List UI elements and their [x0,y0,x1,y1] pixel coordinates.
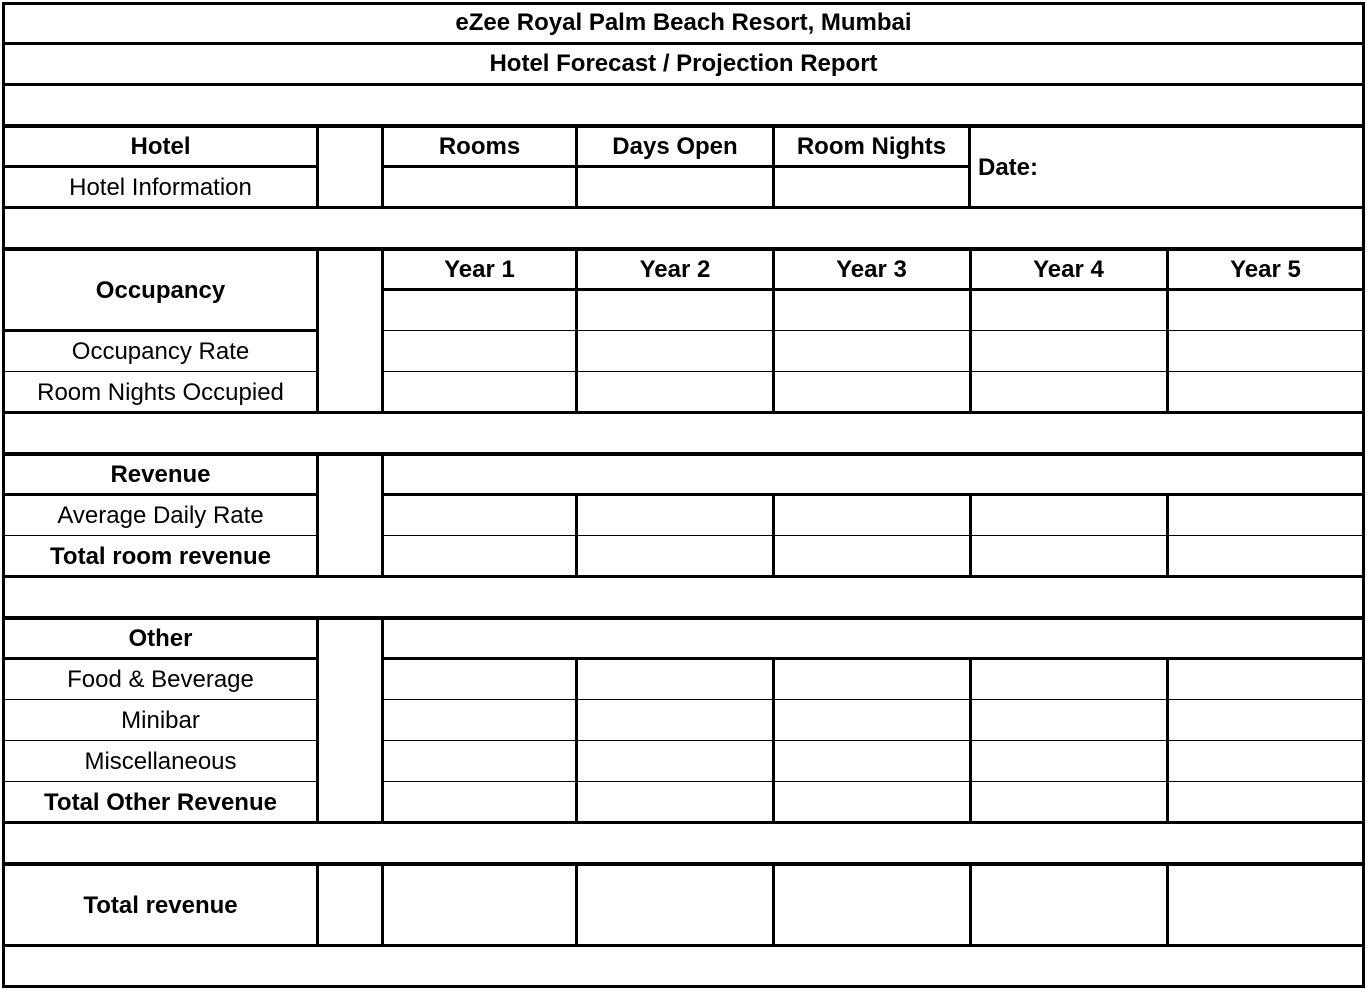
year-2-header: Year 2 [639,256,711,283]
total-revenue-year-1-cell[interactable] [384,866,576,944]
rule [382,740,1365,741]
rule [968,125,971,208]
rule [2,42,1365,45]
total-revenue-year-4-cell[interactable] [971,866,1167,944]
rule [575,248,578,413]
average-daily-rate-year-1-cell[interactable] [384,497,576,534]
rule [575,494,578,577]
days-open-column-header: Days Open [612,133,738,160]
total-room-revenue-year-1-cell[interactable] [384,538,576,575]
rule [772,125,775,208]
other-heading: Other [128,625,193,652]
rule [382,165,971,168]
table-border-top [2,2,1365,5]
minibar-year-5-cell[interactable] [1169,702,1363,739]
occupancy-rate-year-4-cell[interactable] [971,333,1167,370]
rule [382,288,1365,291]
rule [2,206,1365,209]
occupancy-year-3-cell[interactable] [775,292,969,329]
average-daily-rate-year-5-cell[interactable] [1169,497,1363,534]
rule [2,329,318,332]
room-nights-occupied-year-5-cell[interactable] [1169,374,1363,411]
rule [2,411,1365,414]
rule [772,494,775,577]
average-daily-rate-year-3-cell[interactable] [775,497,969,534]
total-revenue-year-5-cell[interactable] [1169,866,1363,944]
rule [575,863,578,946]
total-other-revenue-year-2-cell[interactable] [578,784,773,821]
rooms-column-header: Rooms [438,133,521,160]
minibar-year-3-cell[interactable] [775,702,969,739]
miscellaneous-label: Miscellaneous [84,748,237,775]
rule [382,371,1365,372]
rule [772,248,775,413]
occupancy-heading: Occupancy [95,276,226,304]
total-revenue-year-2-cell[interactable] [578,866,773,944]
rule [2,944,1365,947]
rule [2,616,1365,620]
miscellaneous-year-5-cell[interactable] [1169,743,1363,780]
rule [316,125,319,208]
occupancy-year-5-cell[interactable] [1169,292,1363,329]
report-subtitle: Hotel Forecast / Projection Report [489,50,878,77]
minibar-year-2-cell[interactable] [578,702,773,739]
rule [2,535,318,536]
rule [382,657,1365,660]
minibar-year-4-cell[interactable] [971,702,1167,739]
minibar-year-1-cell[interactable] [384,702,576,739]
rule [316,617,319,823]
room-nights-column-header: Room Nights [796,133,947,160]
rule [316,863,319,946]
rooms-input-cell[interactable] [384,169,576,206]
rule [969,248,972,413]
average-daily-rate-label: Average Daily Rate [57,502,264,529]
rule [2,781,318,782]
rule [1166,863,1169,946]
total-other-revenue-year-4-cell[interactable] [971,784,1167,821]
food-beverage-year-1-cell[interactable] [384,661,576,698]
total-other-revenue-year-3-cell[interactable] [775,784,969,821]
food-beverage-year-5-cell[interactable] [1169,661,1363,698]
rule [316,453,319,577]
rule [2,740,318,741]
occupancy-year-4-cell[interactable] [971,292,1167,329]
rule [2,165,318,168]
room-nights-occupied-year-4-cell[interactable] [971,374,1167,411]
rule [381,125,384,208]
rule [575,125,578,208]
total-other-revenue-label: Total Other Revenue [44,789,277,816]
rule [969,658,972,823]
total-room-revenue-year-4-cell[interactable] [971,538,1167,575]
miscellaneous-year-4-cell[interactable] [971,743,1167,780]
room-nights-occupied-year-3-cell[interactable] [775,374,969,411]
rule [2,371,318,372]
total-room-revenue-year-5-cell[interactable] [1169,538,1363,575]
revenue-heading: Revenue [110,461,211,488]
rule [382,781,1365,782]
total-room-revenue-label: Total room revenue [50,543,271,570]
rule [772,658,775,823]
rule [382,535,1365,536]
rule [381,248,384,413]
rule [381,617,384,823]
rule [2,575,1365,578]
total-room-revenue-year-3-cell[interactable] [775,538,969,575]
room-nights-input-cell[interactable] [775,169,969,206]
food-beverage-year-3-cell[interactable] [775,661,969,698]
rule [969,863,972,946]
rule [2,862,1365,866]
occupancy-rate-label: Occupancy Rate [71,338,250,365]
food-beverage-label: Food & Beverage [67,666,254,693]
table-border-bottom [2,985,1365,988]
rule [575,658,578,823]
minibar-label: Minibar [121,707,200,734]
rule [969,494,972,577]
rule [1166,658,1169,823]
miscellaneous-year-1-cell[interactable] [384,743,576,780]
rule [2,124,1365,128]
food-beverage-year-2-cell[interactable] [578,661,773,698]
occupancy-rate-year-1-cell[interactable] [384,333,576,370]
miscellaneous-year-2-cell[interactable] [578,743,773,780]
date-label: Date: [978,153,1039,181]
rule [2,657,318,660]
rule [772,863,775,946]
rule [2,699,318,700]
occupancy-year-2-cell[interactable] [578,292,773,329]
rule [1166,494,1169,577]
total-other-revenue-year-5-cell[interactable] [1169,784,1363,821]
rule [382,699,1365,700]
year-5-header: Year 5 [1230,256,1301,283]
year-4-header: Year 4 [1033,256,1104,283]
occupancy-rate-year-3-cell[interactable] [775,333,969,370]
rule [2,821,1365,824]
total-revenue-label: Total revenue [83,891,238,919]
rule [381,863,384,946]
occupancy-rate-year-5-cell[interactable] [1169,333,1363,370]
days-open-input-cell[interactable] [578,169,773,206]
total-room-revenue-year-2-cell[interactable] [578,538,773,575]
occupancy-year-1-cell[interactable] [384,292,576,329]
room-nights-occupied-label: Room Nights Occupied [37,379,284,406]
rule [316,248,319,413]
rule [382,330,1365,331]
rule [381,453,384,577]
rule [2,493,318,496]
occupancy-rate-year-2-cell[interactable] [578,333,773,370]
total-other-revenue-year-1-cell[interactable] [384,784,576,821]
rule [1166,248,1169,413]
rule [2,83,1365,86]
room-nights-occupied-year-1-cell[interactable] [384,374,576,411]
report-title: eZee Royal Palm Beach Resort, Mumbai [455,9,912,36]
room-nights-occupied-year-2-cell[interactable] [578,374,773,411]
hotel-information-label: Hotel Information [69,174,252,201]
hotel-heading: Hotel [130,133,191,160]
rule [2,452,1365,456]
total-revenue-year-3-cell[interactable] [775,866,969,944]
food-beverage-year-4-cell[interactable] [971,661,1167,698]
year-3-header: Year 3 [836,256,907,283]
average-daily-rate-year-4-cell[interactable] [971,497,1167,534]
rule [2,247,1365,251]
miscellaneous-year-3-cell[interactable] [775,743,969,780]
year-1-header: Year 1 [444,256,515,283]
average-daily-rate-year-2-cell[interactable] [578,497,773,534]
rule [382,493,1365,496]
